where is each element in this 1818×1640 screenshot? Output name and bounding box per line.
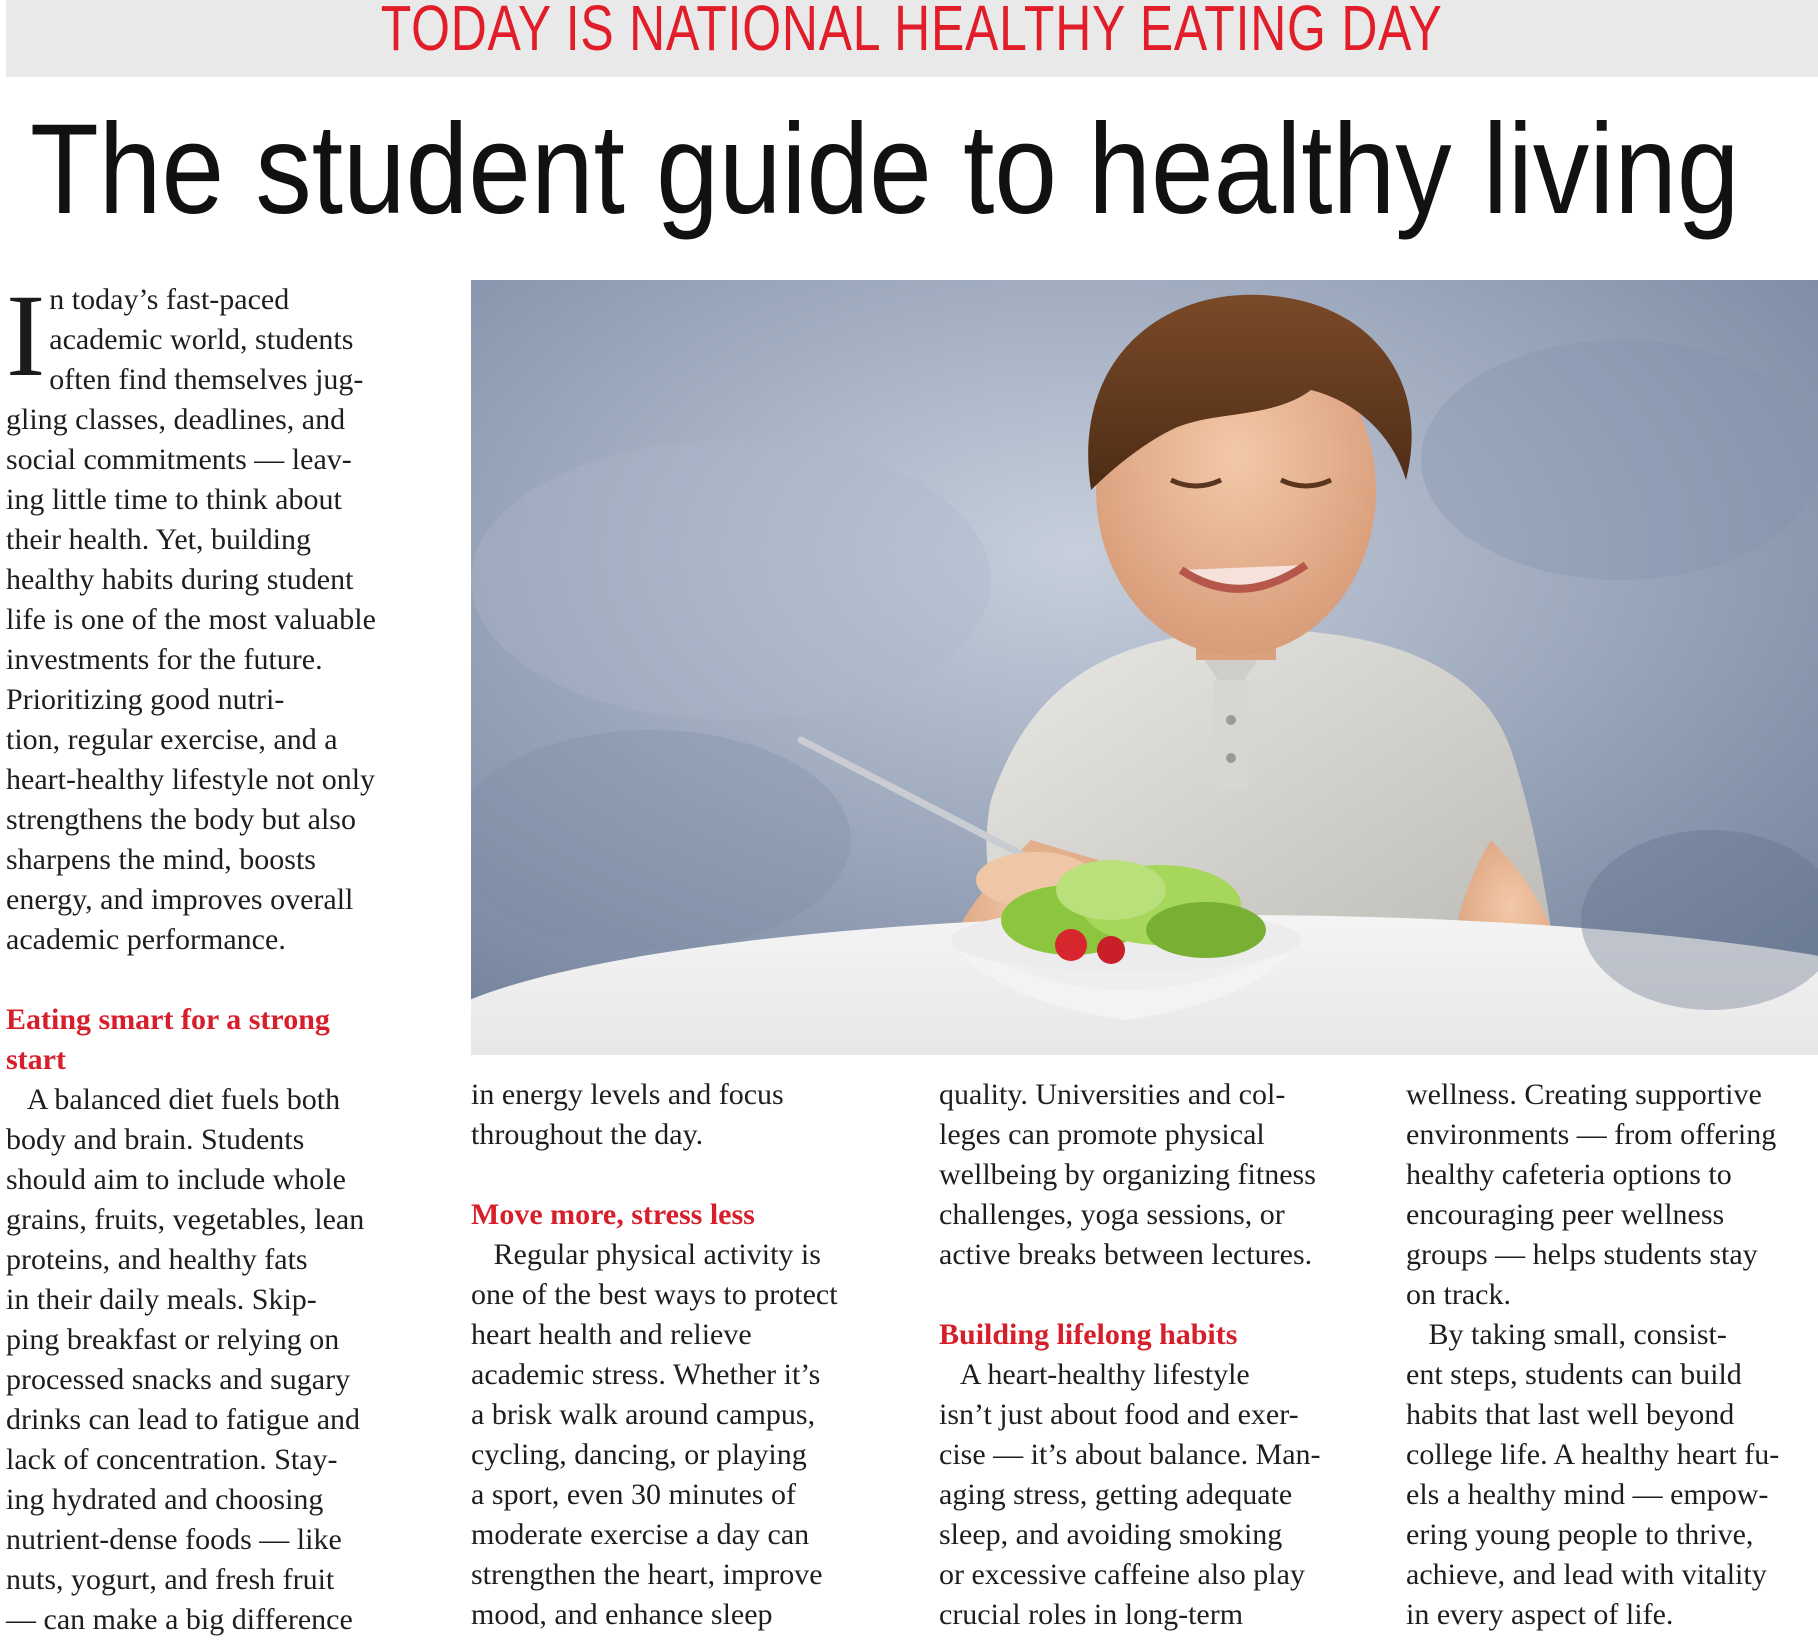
body-line: college life. A healthy heart fu- — [1406, 1438, 1780, 1471]
article-photo — [471, 280, 1818, 1055]
body-line: grains, fruits, vegetables, lean — [6, 1203, 365, 1236]
body-line: Regular physical activity is — [471, 1238, 821, 1271]
body-line: throughout the day. — [471, 1118, 704, 1151]
body-line: sharpens the mind, boosts — [6, 843, 316, 876]
body-line: social commitments — leav- — [6, 443, 352, 476]
body-line: proteins, and healthy fats — [6, 1243, 308, 1276]
body-line: academic world, students — [49, 323, 354, 356]
body-line: ing little time to think about — [6, 483, 342, 516]
body-line: Prioritizing good nutri- — [6, 683, 285, 716]
body-line: sleep, and avoiding smoking — [939, 1518, 1283, 1551]
body-line: ent steps, students can build — [1406, 1358, 1742, 1391]
body-line: ping breakfast or relying on — [6, 1323, 340, 1356]
article-column-1 — [6, 270, 426, 1640]
body-line: their health. Yet, building — [6, 523, 311, 556]
body-line: environments — from offering — [1406, 1118, 1777, 1151]
body-line: moderate exercise a day can — [471, 1518, 810, 1551]
body-line: habits that last well beyond — [1406, 1398, 1735, 1431]
boy-eating-salad-photo — [471, 280, 1818, 1055]
article-column-4 — [1406, 1075, 1816, 1635]
section-subhead: start — [6, 1043, 66, 1076]
body-line: quality. Universities and col- — [939, 1078, 1286, 1111]
kicker-text: TODAY IS NATIONAL HEALTHY EATING DAY — [381, 0, 1443, 64]
body-line: on track. — [1406, 1278, 1511, 1311]
article-column-2 — [471, 1075, 911, 1635]
headline: The student guide to healthy living — [30, 98, 1740, 241]
body-line: cise — it’s about balance. Man- — [939, 1438, 1321, 1471]
body-line: A heart-healthy lifestyle — [939, 1358, 1250, 1391]
body-line: academic stress. Whether it’s — [471, 1358, 821, 1391]
body-line: gling classes, deadlines, and — [6, 403, 346, 436]
body-line: challenges, yoga sessions, or — [939, 1198, 1285, 1231]
body-line: leges can promote physical — [939, 1118, 1265, 1151]
body-line: healthy habits during student — [6, 563, 354, 596]
body-line: nutrient-dense foods — like — [6, 1523, 342, 1556]
body-line: els a healthy mind — empow- — [1406, 1478, 1769, 1511]
body-line: groups — helps students stay — [1406, 1238, 1758, 1271]
body-line: encouraging peer wellness — [1406, 1198, 1725, 1231]
body-line: heart health and relieve — [471, 1318, 752, 1351]
body-line: wellness. Creating supportive — [1406, 1078, 1762, 1111]
body-line: a brisk walk around campus, — [471, 1398, 816, 1431]
drop-cap: I — [6, 270, 46, 401]
section-subhead: Building lifelong habits — [939, 1318, 1238, 1351]
body-line: drinks can lead to fatigue and — [6, 1403, 361, 1436]
body-line: in energy levels and focus — [471, 1078, 784, 1111]
body-line: mood, and enhance sleep — [471, 1598, 773, 1631]
body-line: body and brain. Students — [6, 1123, 305, 1156]
body-line: in every aspect of life. — [1406, 1598, 1674, 1631]
body-line: A balanced diet fuels both — [6, 1083, 341, 1116]
body-line: wellbeing by organizing fitness — [939, 1158, 1316, 1191]
body-line: energy, and improves overall — [6, 883, 354, 916]
body-line: strengthen the heart, improve — [471, 1558, 823, 1591]
body-line: life is one of the most valuable — [6, 603, 376, 636]
body-line: tion, regular exercise, and a — [6, 723, 338, 756]
body-line: By taking small, consist- — [1406, 1318, 1727, 1351]
body-line: should aim to include whole — [6, 1163, 346, 1196]
body-line: strengthens the body but also — [6, 803, 356, 836]
body-line: heart-healthy lifestyle not only — [6, 763, 376, 796]
body-line: investments for the future. — [6, 643, 323, 676]
body-line: achieve, and lead with vitality — [1406, 1558, 1767, 1591]
body-line: one of the best ways to protect — [471, 1278, 838, 1311]
body-line: cycling, dancing, or playing — [471, 1438, 807, 1471]
body-line: healthy cafeteria options to — [1406, 1158, 1732, 1191]
kicker-banner — [6, 0, 1818, 77]
body-line: in their daily meals. Skip- — [6, 1283, 317, 1316]
body-line: processed snacks and sugary — [6, 1363, 351, 1396]
section-subhead: Eating smart for a strong — [6, 1003, 330, 1036]
body-line: nuts, yogurt, and fresh fruit — [6, 1563, 335, 1596]
body-line: a sport, even 30 minutes of — [471, 1478, 796, 1511]
body-line: ing hydrated and choosing — [6, 1483, 324, 1516]
body-line: lack of concentration. Stay- — [6, 1443, 338, 1476]
body-line: crucial roles in long-term — [939, 1598, 1244, 1631]
body-line: n today’s fast-paced — [49, 283, 290, 316]
body-line: aging stress, getting adequate — [939, 1478, 1293, 1511]
body-line: or excessive caffeine also play — [939, 1558, 1305, 1591]
body-line: academic performance. — [6, 923, 286, 956]
article-column-3 — [939, 1075, 1379, 1635]
body-line: active breaks between lectures. — [939, 1238, 1313, 1271]
section-subhead: Move more, stress less — [471, 1198, 755, 1231]
body-line: often find themselves jug- — [49, 363, 364, 396]
body-line: — can make a big difference — [6, 1603, 353, 1636]
body-line: isn’t just about food and exer- — [939, 1398, 1299, 1431]
body-line: ering young people to thrive, — [1406, 1518, 1754, 1551]
